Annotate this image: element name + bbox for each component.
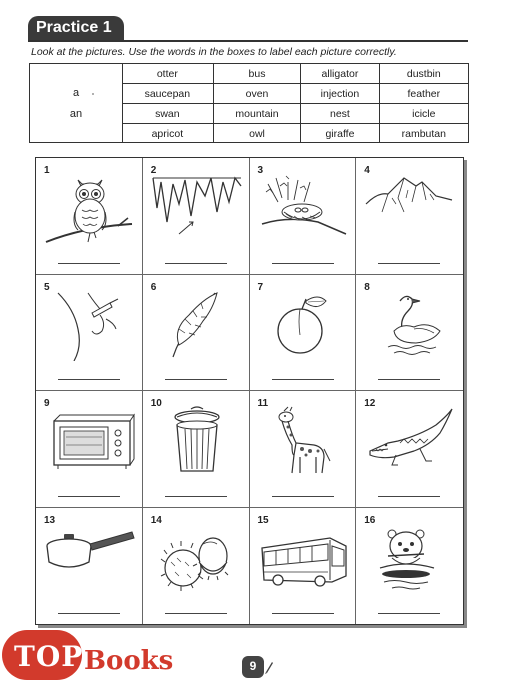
- answer-line[interactable]: [58, 613, 120, 614]
- picture-number: 13: [44, 514, 56, 526]
- answer-line[interactable]: [272, 496, 334, 497]
- word-table: [122, 64, 468, 143]
- answer-line[interactable]: [165, 263, 227, 264]
- answer-line[interactable]: [58, 496, 120, 497]
- picture-cell: [36, 158, 143, 275]
- picture-number: 6: [150, 281, 157, 293]
- answer-line[interactable]: [272, 613, 334, 614]
- word-cell: bus: [213, 64, 301, 84]
- picture-number: 12: [364, 398, 376, 409]
- answer-line[interactable]: [378, 263, 440, 264]
- picture-number: 15: [257, 514, 269, 526]
- title-rule: [28, 40, 468, 42]
- picture-number: 4: [364, 165, 370, 176]
- practice-tab: [28, 16, 124, 40]
- word-cell: nest: [301, 104, 379, 124]
- picture-cell: [250, 391, 357, 508]
- word-cell: mountain: [213, 104, 301, 124]
- word-box: [29, 63, 469, 143]
- picture-cell: [143, 391, 250, 508]
- answer-line[interactable]: [272, 379, 334, 380]
- answer-line[interactable]: [58, 379, 120, 380]
- word-cell: rambutan: [379, 124, 468, 144]
- answer-line[interactable]: [165, 379, 227, 380]
- word-cell: oven: [213, 84, 301, 104]
- picture-cell: [143, 275, 250, 392]
- page-number-badge: [242, 656, 264, 678]
- word-cell: apricot: [122, 124, 213, 144]
- picture-cell: [356, 275, 463, 392]
- picture-number: 8: [364, 281, 370, 293]
- picture-number: 14: [150, 514, 162, 526]
- article-column: [30, 64, 123, 142]
- picture-cell: [36, 391, 143, 508]
- word-cell: alligator: [301, 64, 379, 84]
- picture-cell: [143, 508, 250, 625]
- word-row: [122, 64, 468, 84]
- word-row: [122, 124, 468, 144]
- word-cell: giraffe: [301, 124, 379, 144]
- answer-line[interactable]: [165, 496, 227, 497]
- word-cell: icicle: [379, 104, 468, 124]
- logo-top-text: TOP: [14, 640, 84, 673]
- picture-grid: [35, 157, 464, 625]
- logo-books-text: Books: [84, 646, 174, 676]
- article-a: a: [72, 87, 80, 99]
- answer-line[interactable]: [272, 263, 334, 264]
- picture-number: 9: [44, 398, 50, 409]
- answer-line[interactable]: [58, 263, 120, 264]
- word-cell: otter: [122, 64, 213, 84]
- decor-dot: [92, 93, 94, 95]
- picture-cell: [250, 508, 357, 625]
- practice-title: Practice 1: [36, 19, 112, 36]
- topbooks-logo: [0, 630, 180, 682]
- word-cell: feather: [379, 84, 468, 104]
- picture-cell: [250, 158, 357, 275]
- article-an: an: [69, 108, 83, 120]
- picture-number: 5: [44, 281, 50, 293]
- picture-cell: [356, 158, 463, 275]
- word-row: [122, 84, 468, 104]
- picture-number: 3: [257, 165, 264, 176]
- picture-cell: [250, 275, 357, 392]
- word-cell: swan: [122, 104, 213, 124]
- pencil-icon: [264, 660, 274, 679]
- answer-line[interactable]: [165, 613, 227, 614]
- word-cell: dustbin: [379, 64, 468, 84]
- word-cell: injection: [301, 84, 379, 104]
- answer-line[interactable]: [378, 496, 440, 497]
- picture-number: 10: [150, 398, 162, 409]
- picture-cell: [356, 391, 463, 508]
- word-row: [122, 104, 468, 124]
- picture-number: 7: [257, 281, 264, 293]
- picture-number: 16: [364, 514, 376, 526]
- answer-line[interactable]: [378, 379, 440, 380]
- word-cell: saucepan: [122, 84, 213, 104]
- page-number: 9: [249, 659, 257, 673]
- answer-line[interactable]: [378, 613, 440, 614]
- instruction-text: Look at the pictures. Use the words in the boxes to label each picture correctly.: [31, 46, 397, 58]
- word-cell: owl: [213, 124, 301, 144]
- picture-number: 1: [44, 165, 50, 176]
- picture-cell: [143, 158, 250, 275]
- picture-cell: [36, 508, 143, 625]
- picture-number: 2: [150, 165, 157, 176]
- picture-number: 11: [257, 398, 269, 409]
- picture-cell: [356, 508, 463, 625]
- picture-cell: [36, 275, 143, 392]
